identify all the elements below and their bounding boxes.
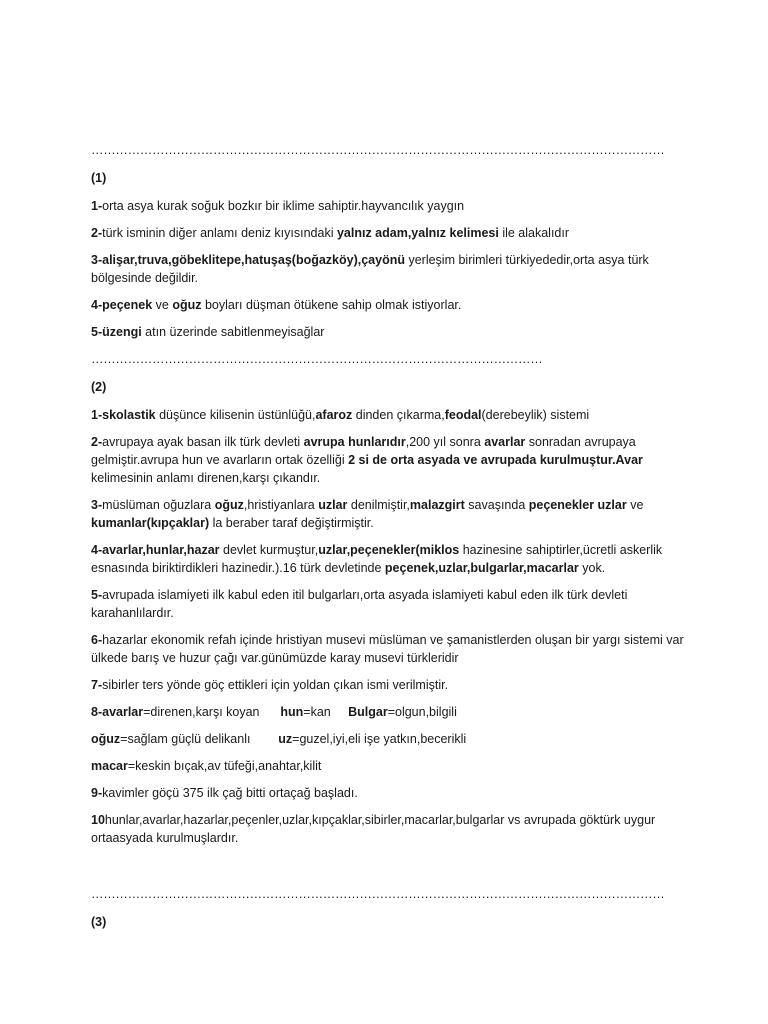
list-item xyxy=(91,703,691,721)
bold-text: 1-skolastik xyxy=(91,408,156,422)
bold-text: feodal xyxy=(444,408,482,422)
section-separator: …………………………………………………………………………………………………………………………… xyxy=(91,143,665,157)
bold-text: 3-alişar,truva,göbeklitepe,hatuşaş(boğazköy),çayönü xyxy=(91,253,405,267)
text: =direnen,karşı koyan xyxy=(143,705,281,719)
list-item xyxy=(91,296,691,314)
text: =kan xyxy=(303,705,349,719)
text: müslüman oğuzlara xyxy=(102,498,215,512)
text: yok. xyxy=(578,561,606,575)
text: hazarlar ekonomik refah içinde hristiyan musevi müslüman ve şamanistlerden oluşan bir yargı sistemi var ülkede barış ve huzur çağı var.günümüzde karay musevi türkleridir xyxy=(91,633,688,665)
text: ve xyxy=(152,298,173,312)
list-item xyxy=(91,496,691,532)
bold-text: 5- xyxy=(91,588,103,602)
bold-text: afaroz xyxy=(315,408,353,422)
text: denilmiştir, xyxy=(347,498,410,512)
text: hunlar,avarlar,hazarlar,peçenler,uzlar,kıpçaklar,sibirler,macarlar,bulgarlar vs avrupada göktürk uygur ortaasyada kurulmuşlardır. xyxy=(91,813,659,845)
list-item xyxy=(91,586,691,622)
bold-text: uz xyxy=(278,732,293,746)
bold-text: oğuz xyxy=(214,498,244,512)
bold-text: 8-avarlar xyxy=(91,705,144,719)
text: ,hristiyanlara xyxy=(243,498,319,512)
text: yerleşim birimleri türkiyededir,orta asya türk bölgesinde değildir. xyxy=(91,253,653,285)
text: =olgun,bilgili xyxy=(387,705,457,719)
bold-text: 10 xyxy=(91,813,105,827)
list-item xyxy=(91,224,691,242)
list-item xyxy=(91,676,691,694)
bold-text: 2- xyxy=(91,435,103,449)
bold-text: malazgirt xyxy=(409,498,465,512)
bold-text: peçenek,uzlar,bulgarlar,macarlar xyxy=(384,561,579,575)
bold-text: 7- xyxy=(91,678,103,692)
section-separator: ………………………………………………………………………………………………… xyxy=(91,352,543,366)
list-item xyxy=(91,197,691,215)
list-item xyxy=(91,406,691,424)
text: atın üzerinde sabitlenmeyisağlar xyxy=(141,325,325,339)
text: avrupaya ayak basan ilk türk devleti xyxy=(102,435,304,449)
text: türk isminin diğer anlamı deniz kıyısındaki xyxy=(102,226,337,240)
text: avrupada islamiyeti ilk kabul eden itil bulgarları,orta asyada islamiyeti kabul eden ilk türk devleti karahanlılardır. xyxy=(91,588,631,620)
list-item xyxy=(91,323,691,341)
section-separator: …………………………………………………………………………………………………………………………… xyxy=(91,887,665,901)
bold-text: uzlar,peçenekler(miklos xyxy=(318,543,460,557)
list-item xyxy=(91,730,691,748)
text: orta asya kurak soğuk bozkır bir iklime sahiptir.hayvancılık yaygın xyxy=(102,199,465,213)
bold-text: 5-üzengi xyxy=(91,325,142,339)
bold-text: peçenekler uzlar xyxy=(528,498,627,512)
text: ile alakalıdır xyxy=(498,226,570,240)
section-number: (2) xyxy=(91,380,107,394)
text: hazinesine sahiptirler,ücretli askerlik esnasında biriktirdikleri hazinedir.).16 türk devletinde xyxy=(91,543,666,575)
bold-text: macar xyxy=(91,759,128,773)
document-body xyxy=(91,141,691,941)
text: =keskin bıçak,av tüfeği,anahtar,kilit xyxy=(127,759,322,773)
text: kelimesinin anlamı direnen,karşı çıkandır. xyxy=(91,453,647,485)
text: sonradan avrupaya gelmiştir.avrupa hun ve avarların ortak özelliği xyxy=(91,435,640,467)
bold-text: 3- xyxy=(91,498,103,512)
bold-text: yalnız adam,yalnız kelimesi xyxy=(336,226,499,240)
bold-text: 1- xyxy=(91,199,103,213)
text: =sağlam güçlü delikanlı xyxy=(120,732,279,746)
bold-text: 6- xyxy=(91,633,103,647)
section-number: (1) xyxy=(91,171,107,185)
text: düşünce kilisenin üstünlüğü, xyxy=(155,408,316,422)
text: ,200 yıl sonra xyxy=(405,435,485,449)
bold-text: 2 si de orta asyada ve avrupada kurulmuştur.Avar xyxy=(348,453,643,467)
list-item xyxy=(91,433,691,487)
text: devlet kurmuştur, xyxy=(219,543,319,557)
bold-text: 4-peçenek xyxy=(91,298,153,312)
bold-text: 4-avarlar,hunlar,hazar xyxy=(91,543,220,557)
section-number: (3) xyxy=(91,915,107,929)
list-item xyxy=(91,811,691,847)
bold-text: oğuz xyxy=(172,298,202,312)
text: la beraber taraf değiştirmiştir. xyxy=(209,516,374,530)
list-item xyxy=(91,541,691,577)
bold-text: uzlar xyxy=(318,498,348,512)
text: boyları düşman ötükene sahip olmak istiyorlar. xyxy=(201,298,462,312)
bold-text: 2- xyxy=(91,226,103,240)
text: dinden çıkarma, xyxy=(352,408,445,422)
list-item xyxy=(91,757,691,775)
bold-text: avrupa hunlarıdır xyxy=(303,435,406,449)
bold-text: 9- xyxy=(91,786,103,800)
text: ve xyxy=(626,498,647,512)
bold-text: hun xyxy=(280,705,304,719)
text: sibirler ters yönde göç ettikleri için yoldan çıkan ismi verilmiştir. xyxy=(102,678,449,692)
list-item xyxy=(91,251,691,287)
text: =guzel,iyi,eli işe yatkın,becerikli xyxy=(292,732,467,746)
list-item xyxy=(91,631,691,667)
text: kavimler göçü 375 ilk çağ bitti ortaçağ başladı. xyxy=(102,786,358,800)
text: (derebeylik) sistemi xyxy=(481,408,590,422)
bold-text: kumanlar(kıpçaklar) xyxy=(91,516,210,530)
bold-text: oğuz xyxy=(91,732,121,746)
text: savaşında xyxy=(464,498,529,512)
bold-text: Bulgar xyxy=(348,705,388,719)
list-item xyxy=(91,784,691,802)
bold-text: avarlar xyxy=(484,435,526,449)
